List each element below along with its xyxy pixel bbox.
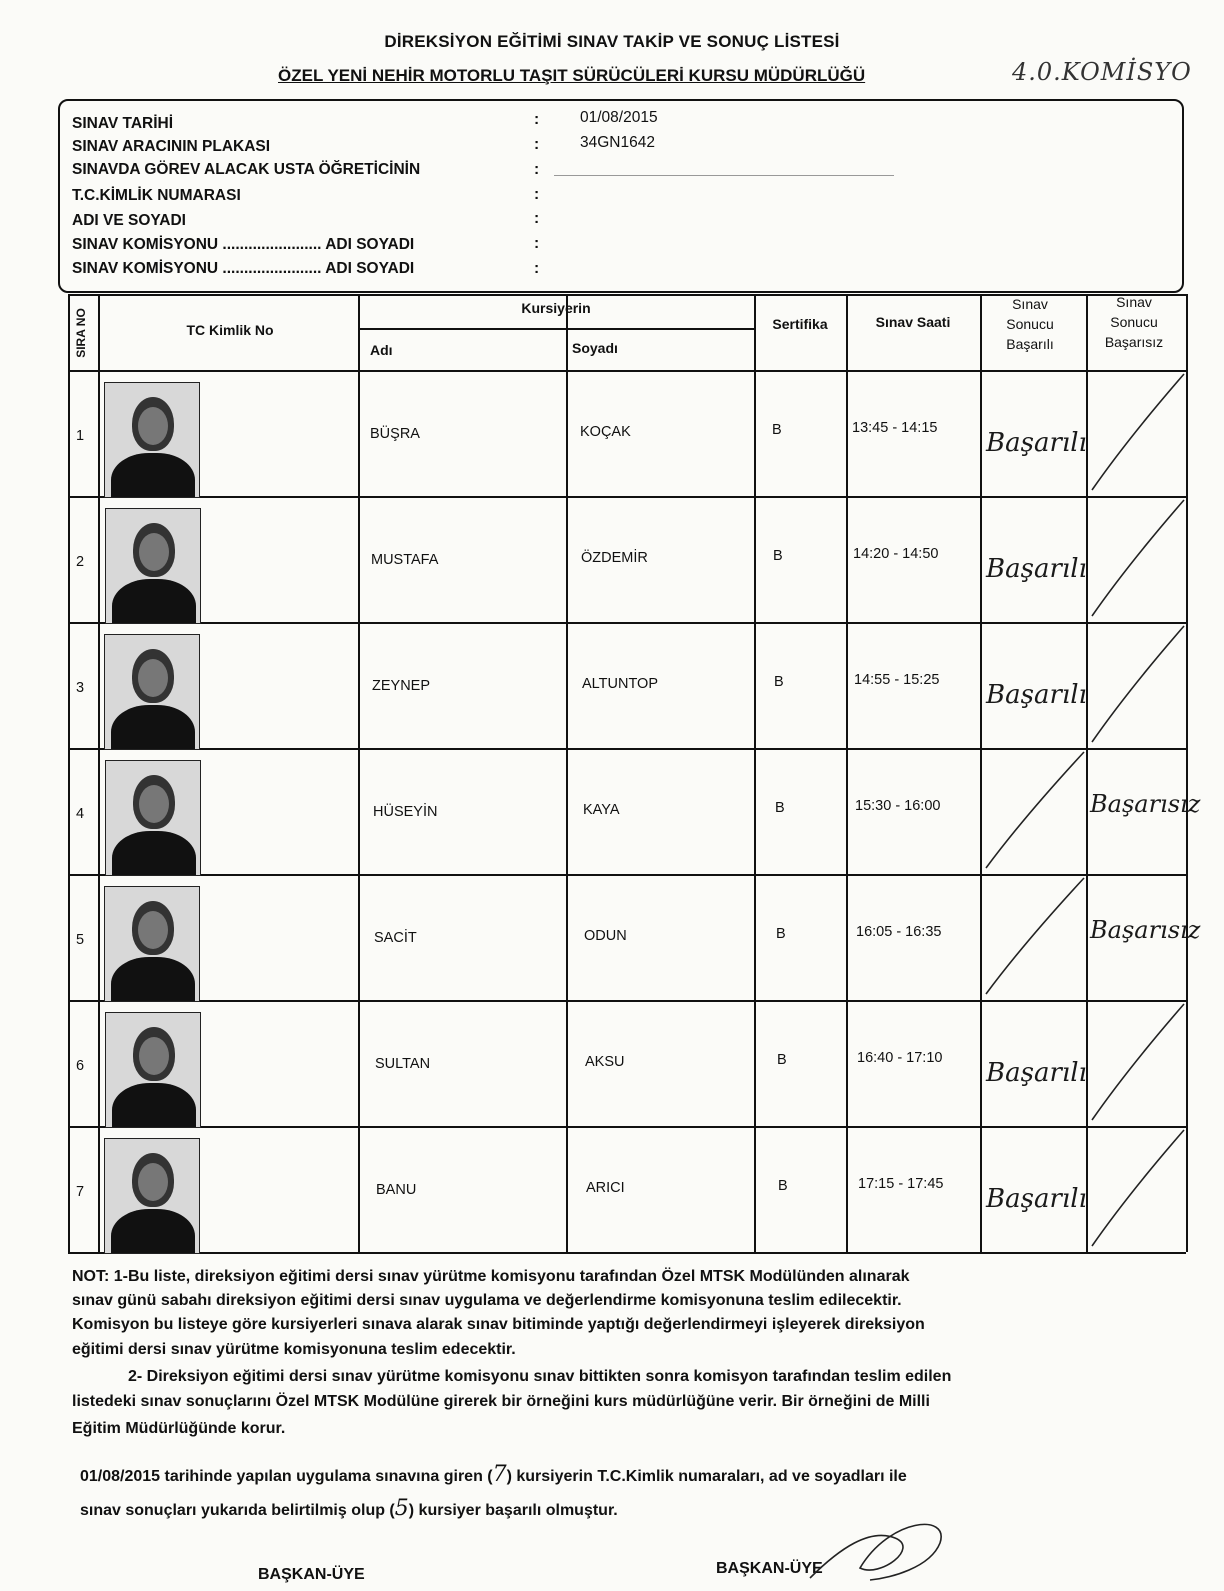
student-first-name: ZEYNEP — [372, 678, 431, 694]
institution-name: ÖZEL YENİ NEHİR MOTORLU TAŞIT SÜRÜCÜLERİ KURSU MÜDÜRLÜĞÜ — [278, 66, 866, 85]
exam-time: 14:20 - 14:50 — [853, 546, 939, 562]
info-label-commission-2: SINAV KOMİSYONU ....................... ADI SOYADI — [72, 260, 415, 277]
crossed-out-result-slash — [982, 748, 1086, 874]
document-title: DİREKSİYON EĞİTİMİ SINAV TAKİP VE SONUÇ LİSTESİ — [384, 32, 840, 51]
result-pass-handwritten: Başarılı — [986, 554, 1087, 584]
result-pass-handwritten: Başarılı — [986, 428, 1087, 458]
result-pass-handwritten: Başarılı — [986, 1058, 1087, 1088]
photo-shoulders — [111, 453, 195, 498]
note-line-3: Komisyon bu listeye göre kursiyerleri sınava alarak sınav bitiminde yaptığı değerlendirmeyi işleyerek direksiyon — [72, 1316, 925, 1333]
header-sinav-saati: Sınav Saati — [875, 314, 951, 330]
table-rule — [68, 1000, 1186, 1002]
student-first-name: SULTAN — [375, 1056, 431, 1072]
student-first-name: HÜSEYİN — [373, 804, 438, 820]
student-photo — [105, 1012, 201, 1128]
photo-face — [138, 659, 168, 697]
table-rule — [68, 496, 1186, 498]
result-fail-handwritten: Başarısız — [1090, 916, 1201, 944]
info-label-instructor: SINAVDA GÖREV ALACAK USTA ÖĞRETİCİNİN — [72, 161, 421, 178]
header-soyadi: Soyadı — [572, 340, 618, 356]
table-rule — [846, 294, 848, 1252]
row-number: 6 — [76, 1058, 85, 1074]
info-colon: : — [534, 210, 540, 227]
crossed-out-result-slash — [1088, 1000, 1186, 1126]
info-label-commission-1: SINAV KOMİSYONU ....................... ADI SOYADI — [72, 236, 415, 253]
note-line-1: NOT: 1-Bu liste, direksiyon eğitimi dersi sınav yürütme komisyonu tarafından Özel MTSK Modülünden alınarak — [72, 1268, 910, 1285]
info-value-plate: 34GN1642 — [580, 134, 655, 151]
student-photo — [105, 508, 201, 624]
row-number: 4 — [76, 806, 85, 822]
table-rule — [68, 1252, 1186, 1254]
result-fail-handwritten: Başarısız — [1090, 790, 1201, 818]
note-line-5: 2- Direksiyon eğitimi dersi sınav yürütme komisyonu sınav bittikten sonra komisyon tarafından teslim edilen — [128, 1368, 952, 1385]
signature-label-left: BAŞKAN-ÜYE — [258, 1566, 365, 1583]
photo-face — [138, 407, 168, 445]
table-rule — [68, 1126, 1186, 1128]
student-last-name: AKSU — [585, 1054, 625, 1070]
student-first-name: BANU — [376, 1182, 417, 1198]
info-colon: : — [534, 186, 540, 203]
table-rule — [68, 622, 1186, 624]
certificate-class: B — [772, 422, 782, 438]
photo-shoulders — [111, 957, 195, 1002]
table-rule — [358, 328, 754, 330]
header-kursiyerin: Kursiyerin — [521, 300, 591, 316]
info-label-name: ADI VE SOYADI — [72, 212, 186, 229]
crossed-out-result-slash — [1088, 370, 1186, 496]
row-number: 3 — [76, 680, 85, 696]
table-rule — [98, 294, 100, 1252]
photo-shoulders — [112, 831, 196, 876]
header-sertifika: Sertifika — [772, 316, 828, 332]
crossed-out-result-slash — [1088, 1126, 1186, 1252]
info-colon: : — [534, 136, 540, 153]
handwritten-commission-note: 4.0.KOMİSYO — [1012, 58, 1192, 86]
info-colon: : — [534, 260, 540, 277]
certificate-class: B — [777, 1052, 787, 1068]
exam-time: 16:40 - 17:10 — [857, 1050, 943, 1066]
student-first-name: SACİT — [374, 930, 417, 946]
photo-face — [139, 785, 169, 823]
student-last-name: ARICI — [586, 1180, 625, 1196]
student-last-name: ÖZDEMİR — [581, 550, 648, 566]
student-last-name: KOÇAK — [580, 424, 631, 440]
student-last-name: ODUN — [584, 928, 627, 944]
note-line-2: sınav günü sabahı direksiyon eğitimi dersi sınav uygulama ve değerlendirme komisyonuna teslim edilecektir. — [72, 1292, 902, 1309]
exam-time: 14:55 - 15:25 — [854, 672, 940, 688]
table-rule — [1186, 294, 1188, 1252]
student-photo — [104, 886, 200, 1002]
student-last-name: KAYA — [583, 802, 620, 818]
info-blank-line — [554, 175, 894, 176]
table-rule — [566, 294, 568, 1252]
signature-scribble — [800, 1508, 960, 1588]
info-label-exam-date: SINAV TARİHİ — [72, 115, 174, 132]
info-value-exam-date: 01/08/2015 — [580, 109, 658, 126]
certificate-class: B — [773, 548, 783, 564]
note-line-6: listedeki sınav sonuçlarını Özel MTSK Modülüne girerek bir örneğini kurs müdürlüğüne verir. Bir örneğini de Milli — [72, 1393, 930, 1410]
student-photo — [105, 760, 201, 876]
passed-count: 5 — [394, 1496, 409, 1521]
crossed-out-result-slash — [1088, 622, 1186, 748]
photo-shoulders — [112, 579, 196, 624]
total-count: 7 — [492, 1462, 507, 1487]
info-label-plate: SINAV ARACININ PLAKASI — [72, 138, 271, 155]
photo-face — [138, 1163, 168, 1201]
crossed-out-result-slash — [1088, 496, 1186, 622]
header-basarili: Sınav Sonucu Başarılı — [1006, 296, 1054, 352]
certificate-class: B — [775, 800, 785, 816]
row-number: 7 — [76, 1184, 85, 1200]
student-photo — [104, 382, 200, 498]
table-rule — [754, 294, 756, 1252]
student-photo — [104, 634, 200, 750]
crossed-out-result-slash — [982, 874, 1086, 1000]
table-rule — [68, 370, 1186, 372]
certificate-class: B — [776, 926, 786, 942]
info-label-tc-number: T.C.KİMLİK NUMARASI — [72, 187, 241, 204]
row-number: 2 — [76, 554, 85, 570]
student-first-name: BÜŞRA — [370, 426, 420, 442]
table-rule — [68, 294, 70, 1252]
info-colon: : — [534, 235, 540, 252]
certificate-class: B — [774, 674, 784, 690]
exam-time: 13:45 - 14:15 — [852, 420, 938, 436]
table-rule — [358, 294, 360, 1252]
exam-info-box — [58, 99, 1184, 293]
exam-time: 16:05 - 16:35 — [856, 924, 942, 940]
info-colon: : — [534, 111, 540, 128]
header-basarisiz: Sınav Sonucu Başarısız — [1104, 294, 1164, 350]
header-tc-kimlik: TC Kimlik No — [186, 322, 274, 338]
summary-line-2: sınav sonuçları yukarıda belirtilmiş olup (5) kursiyer başarılı olmuştur. — [80, 1496, 618, 1521]
photo-shoulders — [111, 1209, 195, 1254]
summary-line-1: 01/08/2015 tarihinde yapılan uygulama sınavına giren (7) kursiyerin T.C.Kimlik numaraları, ad ve soyadları ile — [80, 1462, 907, 1487]
photo-shoulders — [111, 705, 195, 750]
student-last-name: ALTUNTOP — [582, 676, 659, 692]
photo-shoulders — [112, 1083, 196, 1128]
photo-face — [138, 911, 168, 949]
signature-label-right: BAŞKAN-ÜYE — [716, 1560, 823, 1577]
exam-time: 17:15 - 17:45 — [858, 1176, 944, 1192]
exam-time: 15:30 - 16:00 — [855, 798, 941, 814]
student-photo — [104, 1138, 200, 1254]
student-first-name: MUSTAFA — [371, 552, 439, 568]
note-line-7: Eğitim Müdürlüğünde korur. — [72, 1420, 286, 1437]
header-adi: Adı — [370, 342, 393, 358]
row-number: 5 — [76, 932, 85, 948]
result-pass-handwritten: Başarılı — [986, 680, 1087, 710]
result-pass-handwritten: Başarılı — [986, 1184, 1087, 1214]
header-sira-no: SIRA NO — [74, 308, 88, 358]
certificate-class: B — [778, 1178, 788, 1194]
note-line-4: eğitimi dersi sınav yürütme komisyonuna teslim edecektir. — [72, 1341, 516, 1358]
info-colon: : — [534, 161, 540, 178]
photo-face — [139, 533, 169, 571]
photo-face — [139, 1037, 169, 1075]
row-number: 1 — [76, 428, 85, 444]
